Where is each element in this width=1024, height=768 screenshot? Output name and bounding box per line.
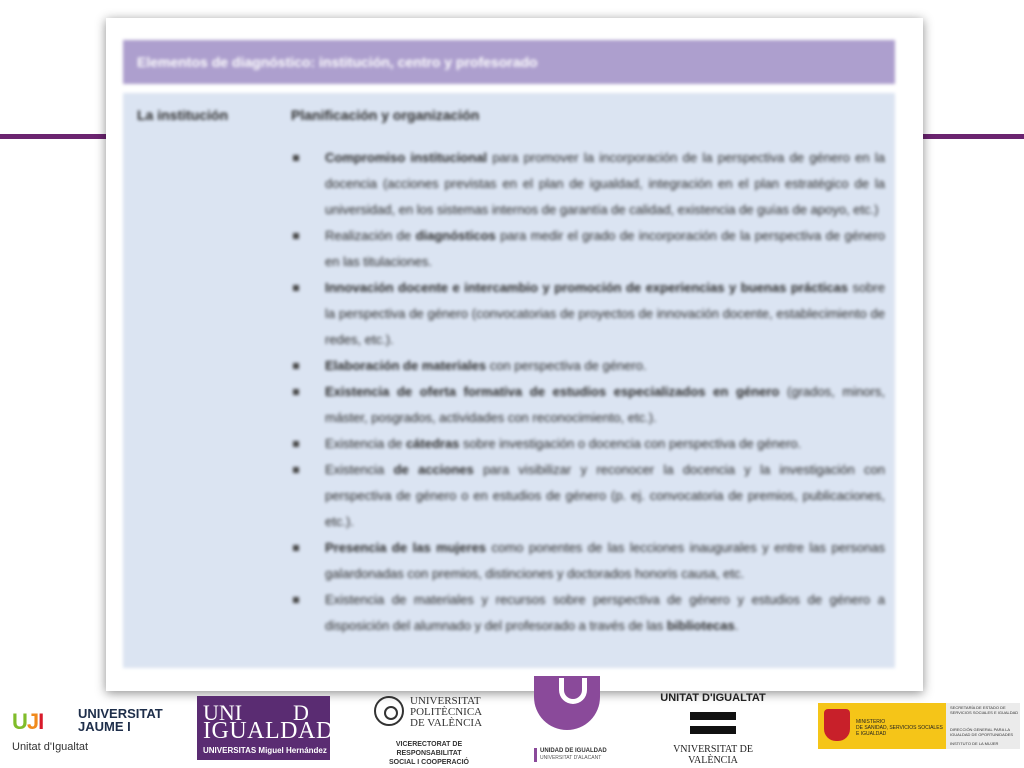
item-text: Existencia de xyxy=(325,436,406,451)
item-text: Existencia xyxy=(325,462,394,477)
logo-text: SECRETARÍA DE ESTADO DE SERVICIOS SOCIALES E IGUALDAD xyxy=(950,705,1019,715)
item-text: (grados, minors, máster, posgrados, actividades con reconocimiento, etc.). xyxy=(325,384,885,425)
item-bold: de acciones xyxy=(393,462,474,477)
item-text: . xyxy=(734,618,739,633)
logo-text: INSTITUTO DE LA MUJER xyxy=(950,741,999,746)
ministerio-subpanel xyxy=(946,703,1020,749)
upv-vicerectorat: VICERECTORAT DE RESPONSABILITAT SOCIAL I COOPERACIÓ xyxy=(389,741,469,766)
item-bold: Existencia de oferta formativa de estudios especializados en género xyxy=(325,384,780,399)
document-card xyxy=(106,18,923,691)
list-item xyxy=(291,457,885,535)
ministerio-panel xyxy=(818,703,946,749)
uji-logo xyxy=(12,705,172,755)
row-label: La institución xyxy=(137,107,228,123)
diagnostic-table xyxy=(123,40,895,668)
item-text: como ponentes de las lecciones inaugurales y entre las personas galardonadas con premios, distinciones y doctorados honoris causa, etc. xyxy=(325,540,885,581)
logo-strip xyxy=(0,690,1024,768)
item-text: sobre investigación o docencia con perspectiva de género. xyxy=(459,436,802,451)
item-text: para visibilizar y reconocer la docencia y la investigación con perspectiva de género o en estudios de género (p. ej. convocatoria de premios, publicaciones, etc.). xyxy=(325,462,885,529)
ua-emblem-icon xyxy=(534,676,600,730)
item-bold: Compromiso institucional xyxy=(325,150,488,165)
list-item xyxy=(291,275,885,353)
uji-subtitle: Unitat d'Igualtat xyxy=(12,741,89,753)
table-header xyxy=(123,40,895,84)
ua-logo xyxy=(528,690,608,762)
logo-text: UNI xyxy=(203,700,243,725)
logo-text: UNIVERSITAS Miguel Hernández xyxy=(203,746,327,755)
uni-igualdad-logo xyxy=(197,696,334,760)
item-text: para promover la incorporación de la perspectiva de género en la docencia (acciones previstas en el plan de igualdad, integración en el plan estratégico de la universidad, en los sistemas internos de garantía de calidad, existencia de guías de apoyo, etc.) xyxy=(325,150,885,217)
uji-name: UNIVERSITAT JAUME I xyxy=(78,706,163,734)
uji-mark: UJI xyxy=(12,709,44,734)
list-item xyxy=(291,353,885,379)
item-bold: diagnósticos xyxy=(415,228,496,243)
item-text: con perspectiva de género. xyxy=(486,358,647,373)
criteria-list xyxy=(291,145,885,639)
item-text: para medir el grado de incorporación de la perspectiva de género en las titulaciones. xyxy=(325,228,886,269)
item-bold: Innovación docente e intercambio y promoción de experiencias y buenas prácticas xyxy=(325,280,848,295)
equals-icon xyxy=(690,726,736,734)
item-bold: bibliotecas xyxy=(666,618,735,633)
crest-icon xyxy=(824,709,850,741)
logo-text: UNIDAD DE IGUALDAD xyxy=(540,748,607,754)
list-item xyxy=(291,223,885,275)
logo-text: DIRECCIÓN GENERAL PARA LA IGUALDAD DE OPORTUNIDADES xyxy=(950,727,1014,737)
upv-logo xyxy=(372,692,484,766)
logo-text: VNIVERSITAT DE VALÈNCIA xyxy=(673,744,753,766)
logo-text: UNIVERSITAT D'ALACANT xyxy=(540,755,602,761)
logo-text: UNITAT D'IGUALTAT xyxy=(660,692,766,704)
list-item xyxy=(291,145,885,223)
item-text: sobre la perspectiva de género (convocatorias de proyectos de innovación docente, establecimiento de redes, etc.). xyxy=(325,280,885,347)
logo-text: D xyxy=(293,700,309,725)
logo-text: MINISTERIO DE SANIDAD, SERVICIOS SOCIALES E IGUALDAD xyxy=(856,719,943,737)
table-body xyxy=(123,93,895,668)
table-header-text: Elementos de diagnóstico: institución, centro y profesorado xyxy=(137,54,538,70)
item-text: Existencia de materiales y recursos sobre perspectiva de género y estudios de género a disposición del alumnado y del profesorado a través de las xyxy=(325,592,885,633)
ministerio-logo xyxy=(818,703,1020,751)
divider xyxy=(534,748,537,762)
upv-name: UNIVERSITAT POLITÈCNICA DE VALÈNCIA xyxy=(410,695,483,729)
item-bold: cátedras xyxy=(405,436,460,451)
upv-seal-icon xyxy=(374,696,404,726)
equals-icon xyxy=(690,712,736,720)
list-item xyxy=(291,535,885,587)
item-bold: Elaboración de materiales xyxy=(325,358,487,373)
column-title: Planificación y organización xyxy=(291,107,480,123)
logo-text: IGUALDAD xyxy=(203,718,334,744)
list-item xyxy=(291,431,885,457)
list-item xyxy=(291,379,885,431)
list-item xyxy=(291,587,885,639)
item-text: Realización de xyxy=(325,228,416,243)
item-bold: Presencia de las mujeres xyxy=(325,540,487,555)
uv-logo xyxy=(650,692,776,766)
